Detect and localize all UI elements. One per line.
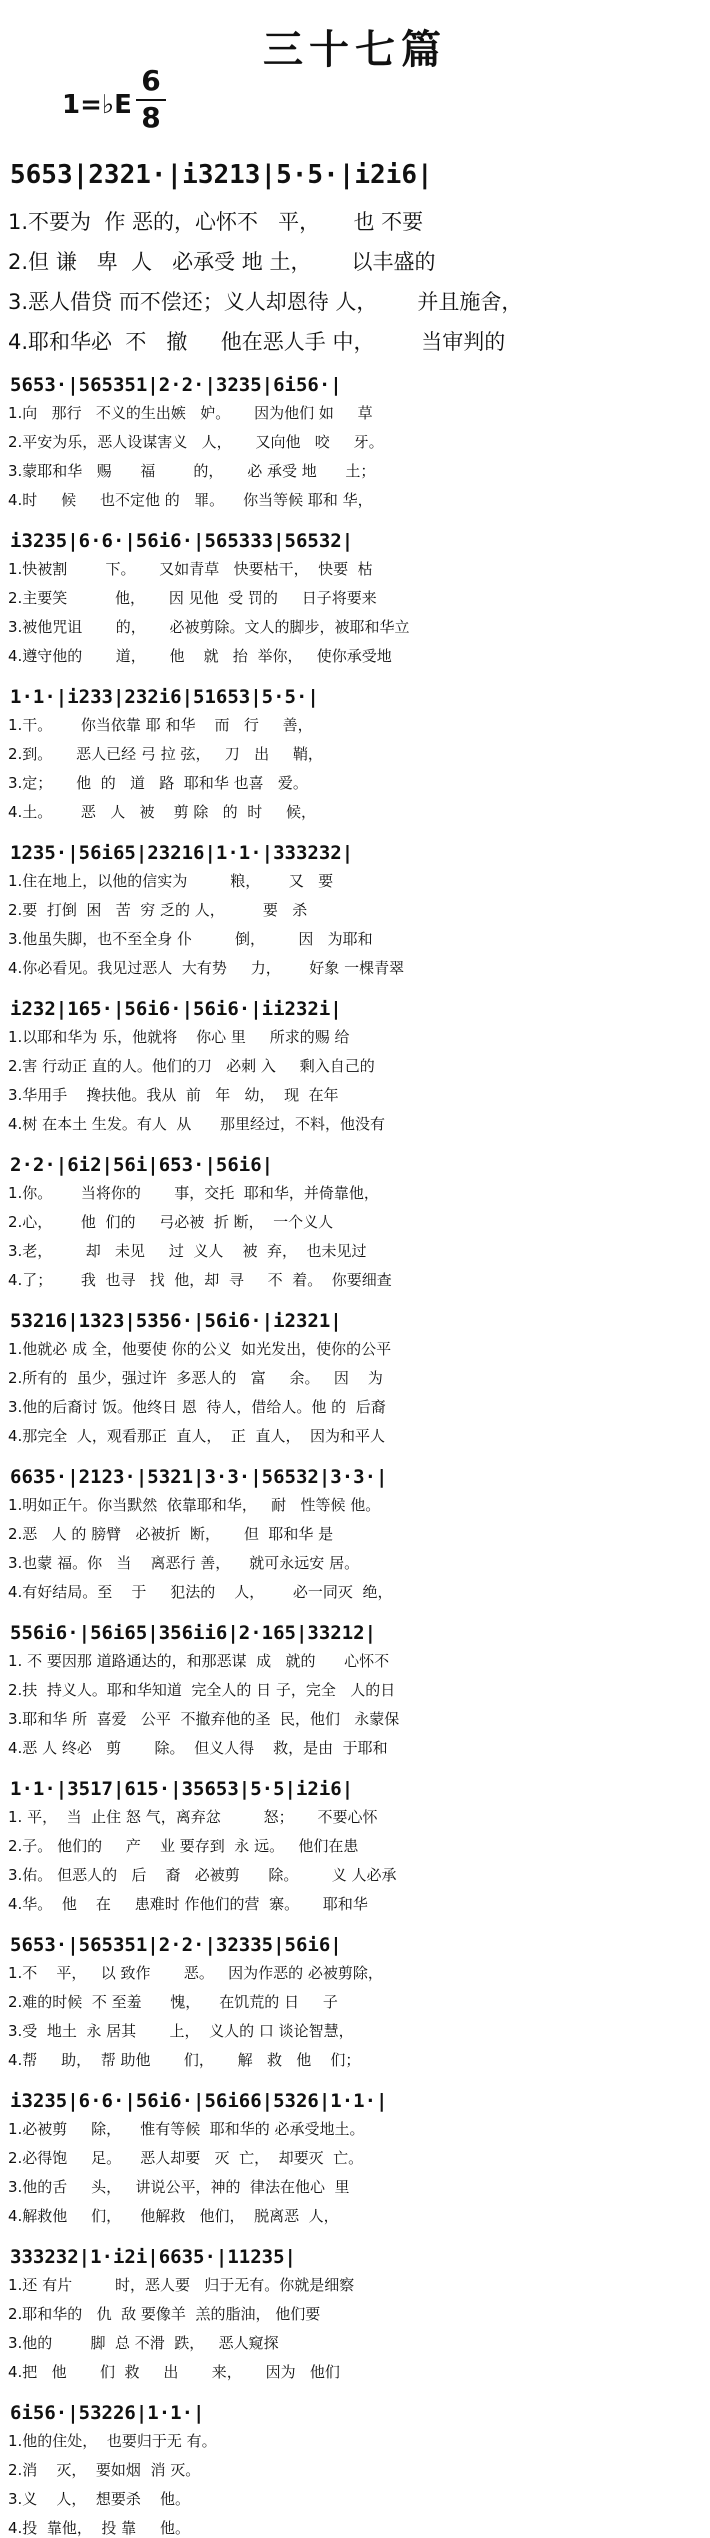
lyric-line: 4.有好结局。至 于 犯法的 人， 必一同灭 绝， [8,1583,393,1601]
music-system [0,686,710,838]
lyric-line: 1.不 平， 以 致作 恶。 因为作恶的 必被剪除， [8,1964,383,1982]
notation-line: 5653·|565351|2·2·|3235|6i56·| [10,374,342,396]
lyric-line: 2.扶 持义人。耶和华知道 完全人的 日 子，完全 人的日 [8,1681,396,1699]
notation-line: 1·1·|3517|615·|35653|5·5|i2i6| [10,1778,354,1800]
music-system [0,998,710,1150]
lyric-line: 4.你必看见。我见过恶人 大有势 力， 好象 一棵青翠 [8,959,405,977]
lyric-line: 3.恶人借贷 而不偿还；义人却恩待 人， 并且施舍， [8,290,523,314]
music-system [0,1622,710,1774]
lyric-line: 1.你。 当将你的 事，交托 耶和华，并倚靠他， [8,1184,379,1202]
notation-line: 5653·|565351|2·2·|32335|56i6| [10,1934,342,1956]
lyric-line: 3.定； 他 的 道 路 耶和华 也喜 爱。 [8,774,308,792]
lyric-line: 3.耶和华 所 喜爱 公平 不撤弃他的圣 民，他们 永蒙保 [8,1710,400,1728]
lyric-line: 1.还 有片 时，恶人要 归于无有。你就是细察 [8,2276,355,2294]
music-system [0,1310,710,1462]
lyric-line: 3.他的舌 头， 讲说公平，神的 律法在他心 里 [8,2178,350,2196]
lyric-line: 3.华用手 搀扶他。我从 前 年 幼， 现 在年 [8,1086,339,1104]
music-system [0,1466,710,1618]
lyric-line: 1.不要为 作 恶的，心怀不 平， 也 不要 [8,210,424,234]
lyric-line: 4.那完全 人，观看那正 直人， 正 直人， 因为和平人 [8,1427,385,1445]
lyric-line: 3.蒙耶和华 赐 福 的， 必 承受 地 土； [8,462,376,480]
lyric-line: 4.解救他 们， 他解救 他们， 脱离恶 人， [8,2207,339,2225]
music-system [0,842,710,994]
lyric-line: 4.恶 人 终必 剪 除。 但义人得 救，是由 于耶和 [8,1739,388,1757]
notation-line: 5653|2321·|i3213|5·5·|i2i6| [10,160,433,190]
lyric-line: 2.要 打倒 困 苦 穷 乏的 人， 要 杀 [8,901,308,919]
lyric-line: 3.他虽失脚，也不至全身 仆 倒， 因 为耶和 [8,930,373,948]
music-system [0,148,710,370]
lyric-line: 2.所有的 虽少，强过许 多恶人的 富 余。 因 为 [8,1369,383,1387]
lyric-line: 4.遵守他的 道， 他 就 抬 举你， 使你承受地 [8,647,392,665]
lyric-line: 1.向 那行 不义的生出嫉 妒。 因为他们 如 草 [8,404,373,422]
notation-line: 53216|1323|5356·|56i6·|i2321| [10,1310,342,1332]
lyric-line: 2.必得饱 足。 恶人却要 灭 亡， 却要灭 亡。 [8,2149,364,2167]
time-signature [136,66,166,134]
key-signature: 1=♭E [62,90,132,120]
music-system [0,2402,710,2537]
lyric-line: 2.子。 他们的 产 业 要存到 永 远。 他们在患 [8,1837,359,1855]
notation-line: 556i6·|56i65|356ii6|2·165|33212| [10,1622,377,1644]
notation-line: i3235|6·6·|56i6·|565333|56532| [10,530,354,552]
lyric-line: 2.耶和华的 仇 敌 要像羊 羔的脂油， 他们要 [8,2305,321,2323]
notation-line: 6635·|2123·|5321|3·3·|56532|3·3·| [10,1466,388,1488]
lyric-line: 3.老， 却 未见 过 义人 被 弃， 也未见过 [8,1242,367,1260]
lyric-line: 1.明如正午。你当默然 依靠耶和华， 耐 性等候 他。 [8,1496,381,1514]
lyric-line: 1. 不 要因那 道路通达的，和那恶谋 成 就的 心怀不 [8,1652,390,1670]
lyric-line: 2.心， 他 们的 弓必被 折 断， 一个义人 [8,1213,334,1231]
lyric-line: 1.住在地上，以他的信实为 粮， 又 要 [8,872,334,890]
notation-line: 6i56·|53226|1·1·| [10,2402,205,2424]
meter-top: 6 [141,64,161,97]
lyric-line: 1.快被割 下。 又如青草 快要枯干， 快要 枯 [8,560,373,578]
lyric-line: 4.投 靠他， 投 靠 他。 [8,2519,190,2537]
lyric-line: 2.主要笑 他， 因 见他 受 罚的 日子将要来 [8,589,377,607]
lyric-line: 3.也蒙 福。你 当 离恶行 善， 就可永远安 居。 [8,1554,360,1572]
music-system [0,1934,710,2086]
notation-line: 333232|1·i2i|6635·|11235| [10,2246,296,2268]
lyric-line: 3.被他咒诅 的， 必被剪除。文人的脚步，被耶和华立 [8,618,410,636]
lyric-line: 3.他的 脚 总 不滑 跌， 恶人窥探 [8,2334,279,2352]
lyric-line: 4.土。 恶 人 被 剪 除 的 时 候， [8,803,317,821]
notation-line: 1235·|56i65|23216|1·1·|333232| [10,842,354,864]
music-system [0,1778,710,1930]
lyric-line: 2.但 谦 卑 人 必承受 地 土， 以丰盛的 [8,250,436,274]
music-system [0,2246,710,2398]
lyric-line: 3.义 人， 想要杀 他。 [8,2490,190,2508]
song-title: 三十七篇 [263,26,447,73]
lyric-line: 4.华。 他 在 患难时 作他们的营 寨。 耶和华 [8,1895,368,1913]
lyric-line: 1.必被剪 除， 惟有等候 耶和华的 必承受地土。 [8,2120,365,2138]
lyric-line: 1. 平， 当 止住 怒 气，离弃忿 怒； 不要心怀 [8,1808,378,1826]
lyric-line: 3.他的后裔讨 饭。他终日 恩 待人，借给人。他 的 后裔 [8,1398,386,1416]
lyric-line: 4.了； 我 也寻 找 他，却 寻 不 着。 你要细查 [8,1271,392,1289]
notation-line: 1·1·|i233|232i6|51653|5·5·| [10,686,319,708]
music-system [0,2090,710,2242]
lyric-line: 1.他就必 成 全，他要使 你的公义 如光发出，使你的公平 [8,1340,392,1358]
lyric-line: 2.害 行动正 直的人。他们的刀 必刺 入 剩入自己的 [8,1057,375,1075]
lyric-line: 4.把 他 们 救 出 来， 因为 他们 [8,2363,340,2381]
lyric-line: 1.他的住处， 也要归于无 有。 [8,2432,217,2450]
lyric-line: 3.受 地土 永 居其 上， 义人的 口 谈论智慧， [8,2022,354,2040]
meter-bottom: 8 [141,100,161,134]
music-system [0,374,710,526]
lyric-line: 2.平安为乐，恶人设谋害义 人， 又向他 咬 牙。 [8,433,384,451]
lyric-line: 4.帮 助， 帮 助他 们， 解 救 他 们； [8,2051,361,2069]
lyric-line: 4.树 在本土 生发。有人 从 那里经过，不料，他没有 [8,1115,385,1133]
lyric-line: 4.时 候 也不定他 的 罪。 你当等候 耶和 华， [8,491,373,509]
lyric-line: 2.消 灭， 要如烟 消 灭。 [8,2461,201,2479]
lyric-line: 1.干。 你当依靠 耶 和华 而 行 善， [8,716,313,734]
music-system [0,530,710,682]
lyric-line: 2.恶 人 的 膀臂 必被折 断， 但 耶和华 是 [8,1525,334,1543]
notation-line: i232|165·|56i6·|56i6·|ii232i| [10,998,342,1020]
lyric-line: 3.佑。 但恶人的 后 裔 必被剪 除。 义 人必承 [8,1866,397,1884]
notation-line: 2·2·|6i2|56i|653·|56i6| [10,1154,274,1176]
lyric-line: 1.以耶和华为 乐，他就将 你心 里 所求的赐 给 [8,1028,350,1046]
notation-line: i3235|6·6·|56i6·|56i66|5326|1·1·| [10,2090,388,2112]
lyric-line: 2.难的时候 不 至羞 愧， 在饥荒的 日 子 [8,1993,338,2011]
lyric-line: 4.耶和华必 不 撤 他在恶人手 中， 当审判的 [8,330,506,354]
lyric-line: 2.到。 恶人已经 弓 拉 弦， 刀 出 鞘， [8,745,323,763]
music-system [0,1154,710,1306]
